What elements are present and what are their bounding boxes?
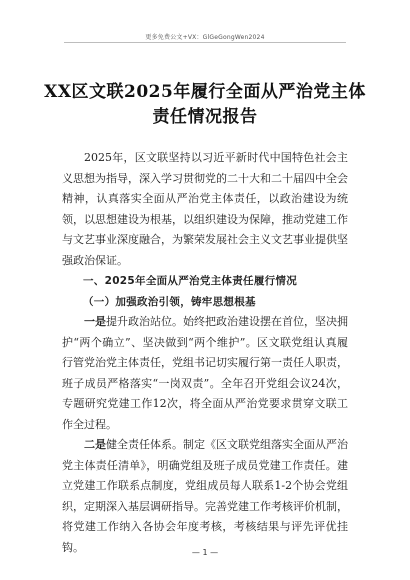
paragraph-2-text: 健全责任体系。制定《区文联党组落实全面从严治党主体责任清单》，明确党组及班子成员党建工作责任。建立党建工作联系点制度，党组成员每人联系1-2个协会党组织，定期深入基层调研指导。完善党建工作考核评价机制，将党建工作纳入各协会年度考核，考核结果与评先评优挂钩。 (62, 438, 348, 554)
paragraph-1-text: 提升政治站位。始终把政治建设摆在首位，坚决拥护“两个确立”、坚决做到“两个维护”。区文联党组认真履行管党治党主体责任，党组书记切实履行第一责任人职责，班子成员严格落实“一岗双责”。全年召开党组会议24次，专题研究党建工作12次，将全面从严治党要求贯穿文联工作全过程。 (62, 315, 348, 431)
intro-paragraph: 2025年，区文联坚持以习近平新时代中国特色社会主义思想为指导，深入学习贯彻党的二十大和二十届四中全会精神，认真落实全面从严治党主体责任，以政治建设为统领，以思想建设为根基，以组织建设为保障，推动党建工作与文艺事业深度融合，为繁荣发展社会主义文艺事业提供坚强政治保证。 (62, 151, 348, 267)
paragraph-1-lead: 一是 (84, 315, 106, 328)
paragraph-2-lead: 二是 (84, 438, 106, 451)
document-title: XX区文联2025年履行全面从严治党主体责任情况报告 (44, 82, 366, 127)
header-divider (64, 42, 346, 43)
document-body (62, 148, 348, 558)
subsection-heading: （一）加强政治引领，铸牢思想根基 (83, 295, 256, 308)
page-number: — 1 — (191, 548, 219, 557)
header-watermark: 更多免费公文+VX：GlGeGongWen2024 (145, 34, 265, 41)
paragraph-1 (62, 312, 348, 435)
section-heading: 一、2025年全面从严治党主体责任履行情况 (83, 275, 298, 287)
paragraph-2 (62, 435, 348, 558)
